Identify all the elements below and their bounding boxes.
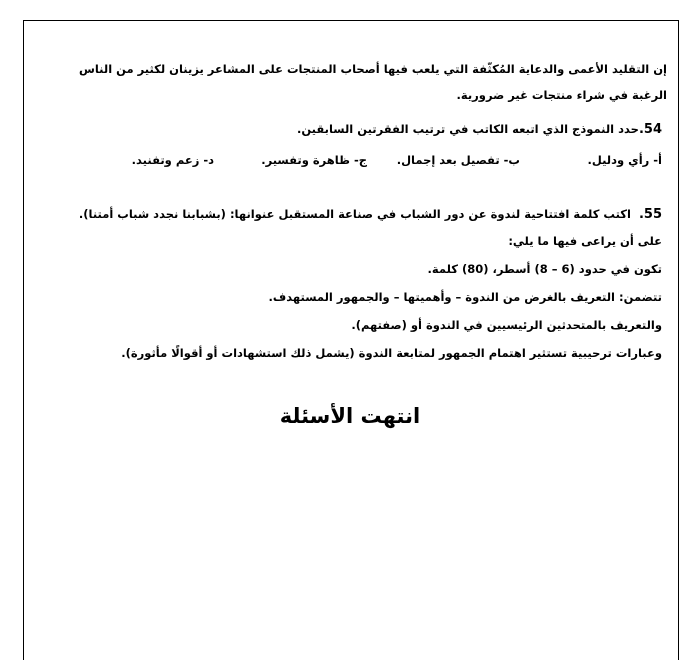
question-54-text: حدد النموذج الذي اتبعه الكاتب في ترتيب الفقرتين السابقين.	[296, 122, 639, 136]
q55-line-5: وعبارات ترحيبية تستثير اهتمام الجمهور لمتابعة الندوة (يشمل ذلك استشهادات أو أقوالًا مأثورة).	[121, 346, 662, 360]
q55-line-2: تكون في حدود (6 – 8) أسطر، (80) كلمة.	[427, 262, 662, 276]
question-55-number: 55.	[638, 207, 662, 222]
question-55-text: اكتب كلمة افتتاحية لندوة عن دور الشباب في صناعة المستقبل عنوانها: (بشبابنا نجدد شباب أمتنا).	[78, 207, 631, 221]
question-55	[79, 207, 662, 222]
question-54	[297, 122, 662, 137]
q55-line-4: والتعريف بالمتحدثين الرئيسيين في الندوة أو (صفتهم).	[351, 318, 662, 332]
question-54-options	[62, 153, 662, 171]
q55-line-3: تتضمن: التعريف بالغرض من الندوة – وأهميتها – والجمهور المستهدف.	[268, 290, 662, 304]
option-d: د- زعم وتفنيد.	[131, 153, 214, 167]
option-a: أ- رأي ودليل.	[587, 153, 662, 167]
intro-line-1: إن التقليد الأعمى والدعاية المُكثّفة التي يلعب فيها أصحاب المنتجات على المشاعر يزينان لكثير من الناس	[79, 62, 667, 76]
intro-line-2: الرغبة في شراء منتجات غير ضرورية.	[456, 88, 667, 102]
end-of-questions-title: انتهت الأسئلة	[279, 404, 421, 428]
option-b: ب- تفصيل بعد إجمال.	[396, 153, 520, 167]
question-54-number: 54.	[638, 122, 662, 137]
q55-line-1: على أن يراعى فيها ما يلي:	[508, 234, 662, 248]
option-c: ج- ظاهرة وتفسير.	[261, 153, 367, 167]
